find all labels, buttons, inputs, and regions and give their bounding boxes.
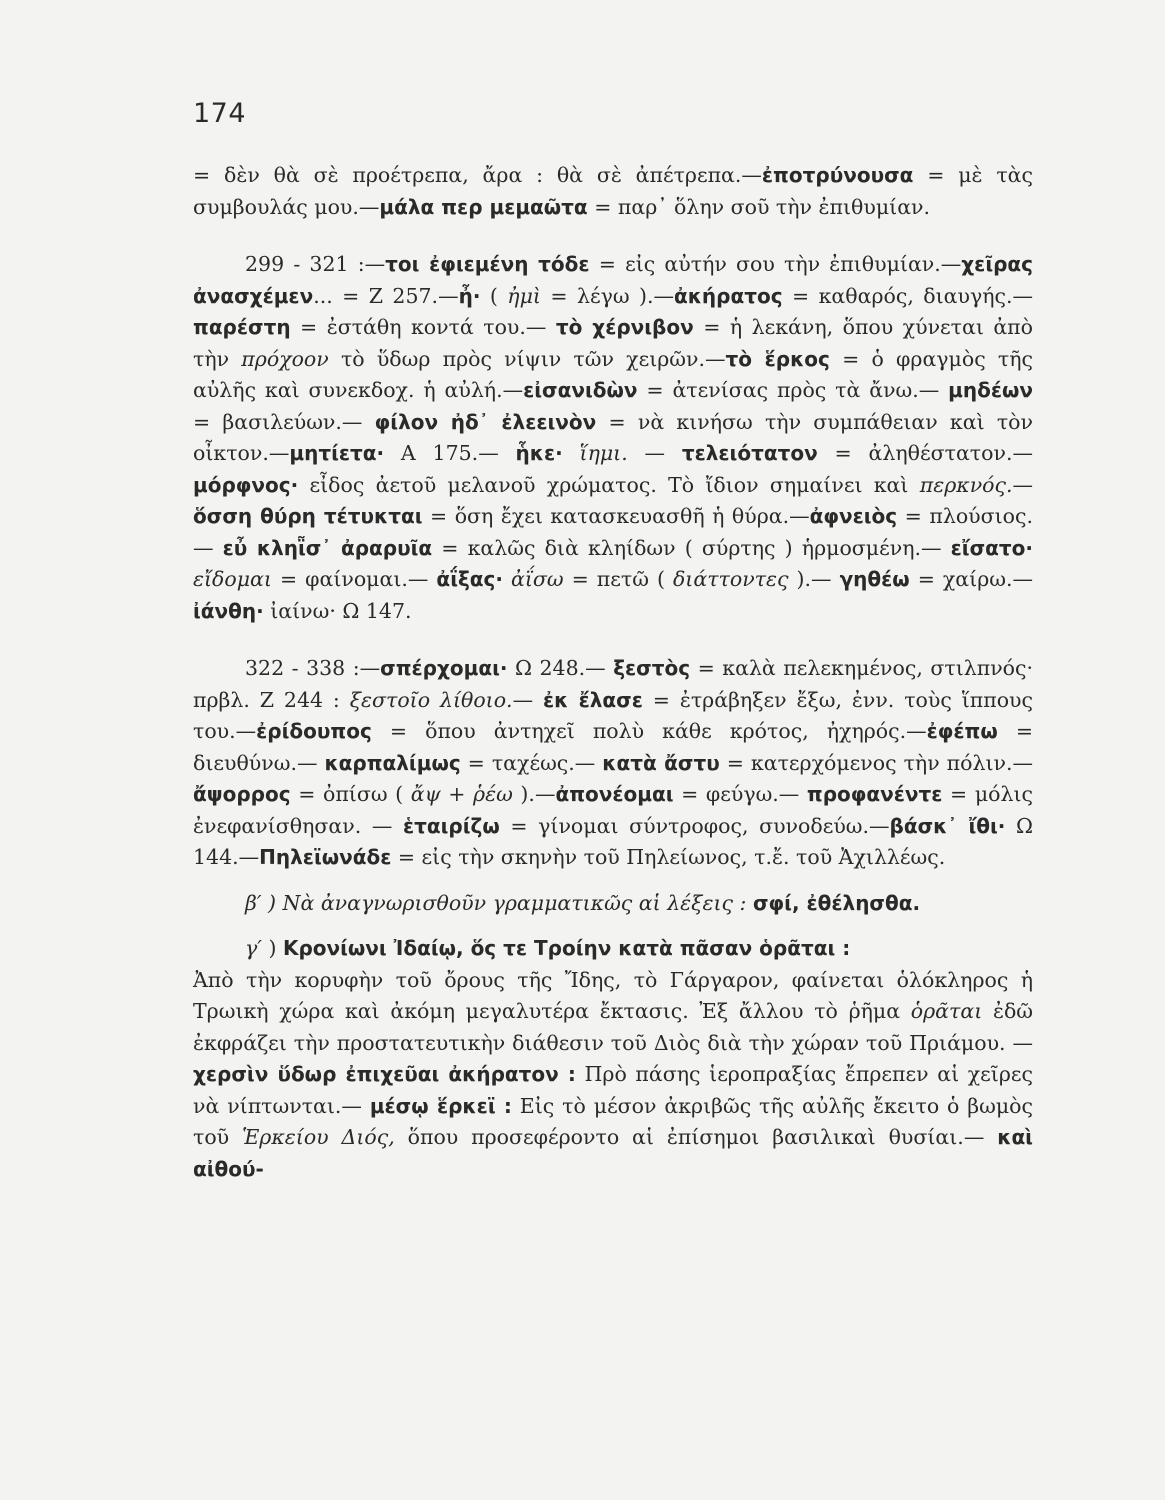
term: ἀκήρατος — [673, 283, 783, 308]
page-number: 174 — [193, 98, 247, 129]
paragraph-verses-299-321: 299 - 321 :—τοι ἐφιεμένη τόδε = εἰς αὐτήν σου τὴν ἐπιθυμίαν.—χεῖρας ἀνασχέμεν... = Ζ 257.—ἦ· ( ἠμὶ = λέγω ).—ἀκήρατος = καθαρός, διαυγής.— παρέστη = ἐστάθη κοντά του.— τὸ χέρνιβον = ἡ λεκάνη, ὅπου χύνεται ἀπὸ τὴν πρόχοον τὸ ὕδωρ πρὸς νίψιν τῶν χειρῶν.—τὸ ἕρκος = ὁ φραγμὸς τῆς αὐλῆς καὶ συνεκδοχ. ἡ αὐλή.—εἰσανιδὼν = ἀτενίσας πρὸς τὰ ἄνω.— μηδέων = βασιλεύων.— φίλον ἠδ᾽ ἐλεεινὸν = νὰ κινήσω τὴν συμπάθειαν καὶ τὸν οἶκτον.—μητίετα· Α 175.— ἧκε· ἵημι. — τελειότατον = ἀληθέστατον.— μόρφνος· εἶδος ἀετοῦ μελανοῦ χρώματος. Τὸ ἴδιον σημαίνει καὶ περκνός.—ὅσση θύρη τέτυκται = ὅση ἔχει κατασκευασθῆ ἡ θύρα.—ἀφνειὸς = πλούσιος. — εὖ κληῗσ᾽ ἀραρυῖα = καλῶς διὰ κληίδων ( σύρτης ) ἡρμοσμένη.— εἴσατο· εἴδομαι = φαίνομαι.— ἀΐξας· ἀΐσω = πετῶ ( διάττοντες ).— γηθέω = χαίρω.— ἰάνθη· ἰαίνω· Ω 147. — [193, 252, 1034, 623]
term: γηθέω — [839, 567, 910, 591]
term: ἐκ ἔλασε — [542, 687, 643, 712]
exercise-b: β′ ) Νὰ ἀναγνωρισθοῦν γραμματικῶς αἱ λέξεις : σφί, ἐθέλησθα. — [245, 890, 921, 915]
term: χερσὶν ὕδωρ ἐπιχεῦαι ἀκήρατον : — [193, 1062, 576, 1086]
term: καὶ αἰθού- — [193, 1125, 1033, 1181]
term: τελειότατον — [681, 441, 818, 465]
paragraph-verses-322-338: 322 - 338 :—σπέρχομαι· Ω 248.— ξεστὸς = καλὰ πελεκημένος, στιλπνός· πρβλ. Ζ 244 : ξεστοῖο λίθοιο.— ἐκ ἔλασε = ἐτράβηξεν ἔξω, ἐνν. τοὺς ἵππους του.—ἐρίδουπος = ὅπου ἀντηχεῖ πολὺ κάθε κρότος, ἠχηρός.—ἐφέπω = διευθύνω.— καρπαλίμως = ταχέως.— κατὰ ἄστυ = κατερχόμενος τὴν πόλιν.— ἄψορρος = ὀπίσω ( ἄψ + ῥέω ).—ἀπονέομαι = φεύγω.— προφανέντε = μόλις ἐνεφανίσθησαν. — ἑταιρίζω = γίνομαι σύντροφος, συνοδεύω.—βάσκ᾽ ἴθι· Ω 144.—Πηλεϊωνάδε = εἰς τὴν σκηνὴν τοῦ Πηλείωνος, τ.ἔ. τοῦ Ἀχιλλέως. — [193, 656, 1034, 869]
term: ἐποτρύνουσα — [761, 163, 914, 187]
term: ἐρίδουπος — [256, 719, 372, 743]
term: σπέρχομαι· — [380, 656, 508, 680]
term: ἄψορρος — [193, 782, 291, 806]
term: φίλον ἠδ᾽ ἐλεεινὸν — [374, 409, 597, 434]
paragraph-1: = δὲν θὰ σὲ προέτρεπα, ἄρα : θὰ σὲ ἀπέτρεπα.—ἐποτρύνουσα = μὲ τὰς συμβουλάς μου.—μάλα περ μεμαῶτα = παρ᾽ ὅλην σοῦ τὴν ἐπιθυμίαν. — [193, 163, 1033, 219]
term: ἀΐξας· — [436, 567, 503, 591]
term: βάσκ᾽ ἴθι· — [889, 813, 1006, 838]
term: ξεστὸς — [613, 656, 691, 680]
body-text — [193, 160, 1033, 1185]
term: ἰάνθη· — [193, 598, 264, 623]
term: Πηλεϊωνάδε — [259, 845, 392, 869]
term: ἐφέπω — [926, 719, 998, 743]
term: ἦ· — [458, 283, 481, 308]
term: μόρφνος· — [193, 472, 299, 497]
term: ὅσση θύρη τέτυκται — [193, 504, 423, 528]
exercise-c-heading: γ′ ) Κρονίωνι Ἰδαίῳ, ὅς τε Τροίην κατὰ πᾶσαν ὁρᾶται : — [245, 936, 851, 960]
term: ἧκε· — [515, 441, 563, 465]
term: προφανέντε — [806, 782, 943, 806]
term: παρέστη — [193, 315, 291, 339]
term: κατὰ ἄστυ — [602, 750, 720, 775]
term: ἀπονέομαι — [555, 782, 674, 806]
term: Κρονίωνι Ἰδαίῳ, ὅς τε Τροίην κατὰ πᾶσαν ὁρᾶται : — [282, 936, 851, 960]
term: μηδέων — [948, 378, 1033, 402]
exercise-c-answer: Ἀπὸ τὴν κορυφὴν τοῦ ὄρους τῆς Ἴδης, τὸ Γάργαρον, φαίνεται ὁλόκληρος ἡ Τρωικὴ χώρα καὶ ἀκόμη μεγαλυτέρα ἔκτασις. Ἐξ ἄλλου τὸ ῥῆμα ὁρᾶται ἐδῶ ἐκφράζει τὴν προστατευτικὴν διάθεσιν τοῦ Διὸς διὰ τὴν χώραν τοῦ Πριάμου. — χερσὶν ὕδωρ ἐπιχεῦαι ἀκήρατον : Πρὸ πάσης ἱεροπραξίας ἔπρεπεν αἱ χεῖρες νὰ νίπτωνται.— μέσῳ ἕρκεϊ : Εἰς τὸ μέσον ἀκριβῶς τῆς αὐλῆς ἔκειτο ὁ βωμὸς τοῦ Ἑρκείου Διός, ὅπου προσεφέροντο αἱ ἐπίσημοι βασιλικαὶ θυσίαι.— καὶ αἰθού- — [193, 967, 1033, 1181]
term: ἑταιρίζω — [402, 813, 500, 838]
term: τοι ἐφιεμένη τόδε — [385, 252, 590, 276]
term: χεῖρας ἀνασχέμεν — [193, 252, 1034, 308]
term: σφί, ἐθέλησθα. — [752, 890, 921, 915]
term: εἰσανιδὼν — [523, 378, 638, 402]
term: καρπαλίμως — [324, 750, 461, 775]
term: μάλα περ μεμαῶτα — [379, 194, 588, 219]
term: τὸ ἕρκος — [725, 346, 830, 371]
term: τὸ χέρνιβον — [555, 315, 694, 339]
term: εἴσατο· — [950, 535, 1033, 560]
term: μέσῳ ἕρκεϊ : — [369, 1093, 512, 1118]
term: ἀφνειὸς — [809, 504, 898, 528]
term: εὖ κληῗσ᾽ ἀραρυῖα — [222, 535, 433, 560]
term: μητίετα· — [289, 441, 385, 465]
